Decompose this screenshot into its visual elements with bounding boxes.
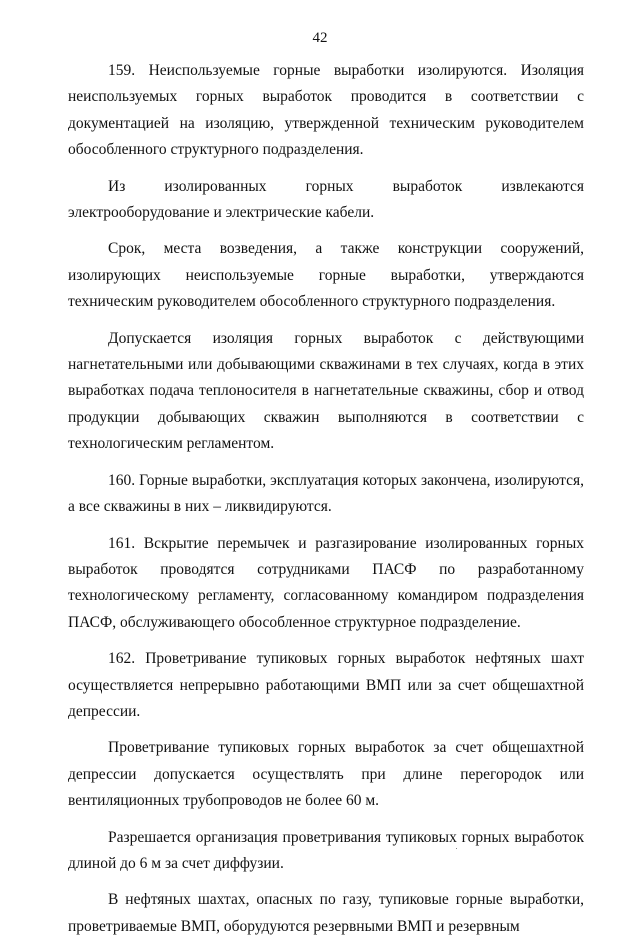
paragraph-construction-terms: Срок, места возведения, а также конструкции сооружений, изолирующих неиспользуемые горные выработки, утверждаются техническим руководителем обособленного структурного подразделения. <box>68 240 584 311</box>
paragraph-depression-ventilation: Проветривание тупиковых горных выработок за счет общешахтной депрессии допускается осуществлять при длине перегородок или вентиляционных трубопроводов не более 60 м. <box>68 739 584 810</box>
paragraph-159: 159. Неиспользуемые горные выработки изолируются. Изоляция неиспользуемых горных выработок проводится в соответствии с документацией на изоляцию, утвержденной техническим руководителем обособленного структурного подразделения. <box>68 62 584 159</box>
document-body <box>68 58 584 950</box>
paragraph-160: 160. Горные выработки, эксплуатация которых закончена, изолируются, а все скважины в них – ликвидируются. <box>68 471 584 516</box>
paragraph-isolation-with-wells: Допускается изоляция горных выработок с действующими нагнетательными или добывающими скважинами в тех случаях, когда в этих выработках подача теплоносителя в нагнетательные скважины, сбор и отвод продукции добывающих скважин выполняются в соответствии с технологическим регламентом. <box>68 329 584 453</box>
page-number: 42 <box>312 30 328 46</box>
paragraph-equipment-removal: Из изолированных горных выработок извлекаются электрооборудование и электрические кабели. <box>68 177 584 222</box>
paragraph-161: 161. Вскрытие перемычек и разгазирование изолированных горных выработок проводятся сотрудниками ПАСФ по разработанному технологическому регламенту, согласованному командиром подразделения ПАСФ, обслуживающего обособленное структурное подразделение. <box>68 534 584 631</box>
paragraph-162: 162. Проветривание тупиковых горных выработок нефтяных шахт осуществляется непрерывно работающими ВМП или за счет общешахтной депрессии. <box>68 650 584 720</box>
paragraph-gas-hazard: В нефтяных шахтах, опасных по газу, тупиковые горные выработки, проветриваемые ВМП, оборудуются резервными ВМП и резервным <box>68 891 584 935</box>
scan-artifact <box>456 848 457 849</box>
paragraph-diffusion: Разрешается организация проветривания тупиковых горных выработок длиной до 6 м за счет диффузии. <box>68 828 584 872</box>
